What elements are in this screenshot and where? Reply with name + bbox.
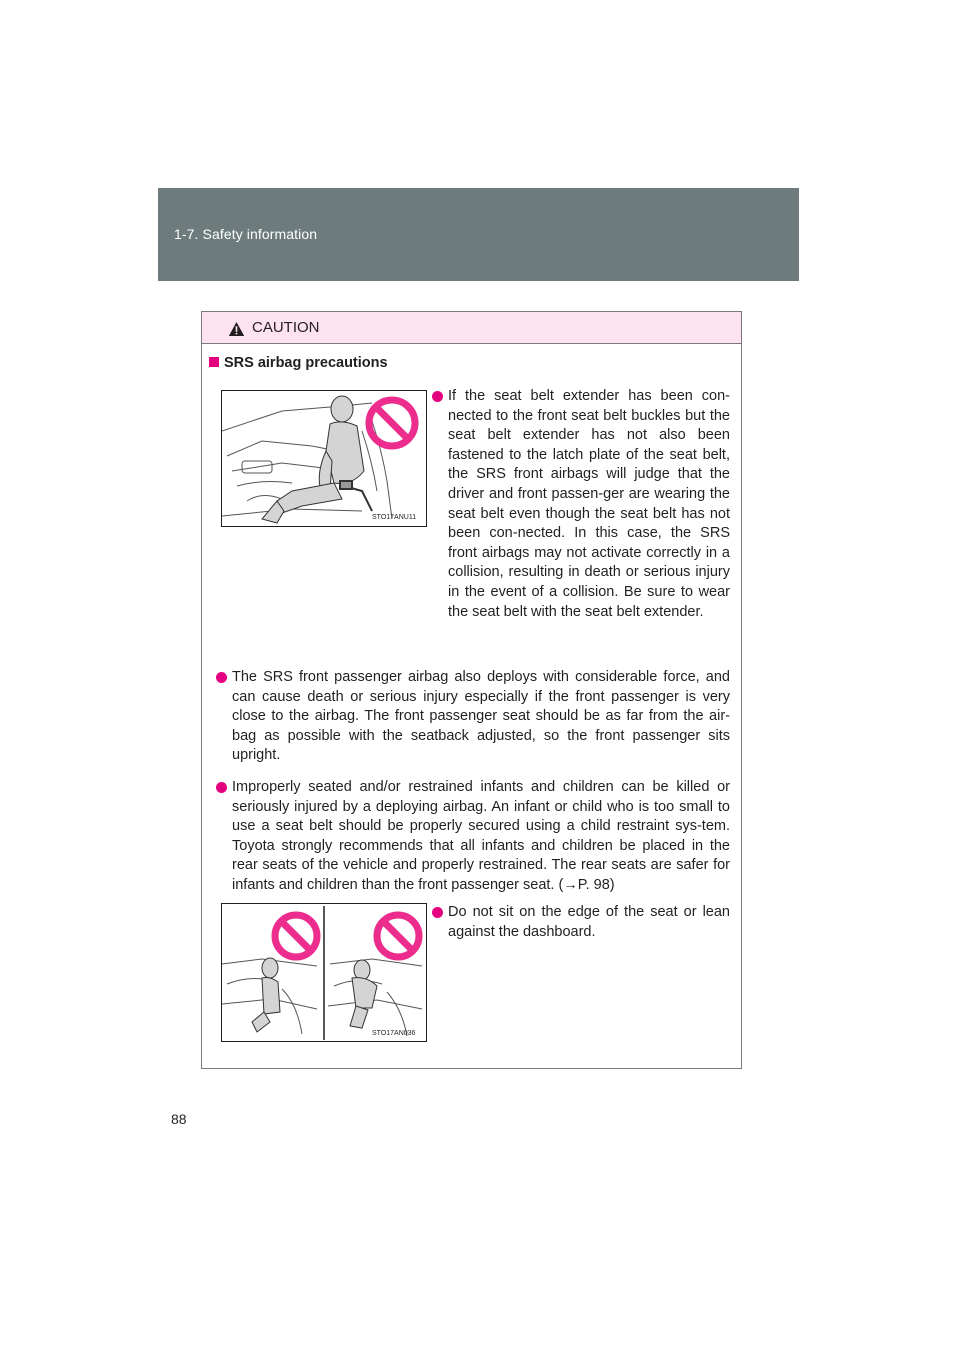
figure-seat-belt-extender (221, 390, 427, 527)
bullet-item (448, 387, 730, 622)
bullet-text: Do not sit on the edge of the seat or lean against the dashboard. (448, 904, 730, 940)
bullet-item (232, 778, 730, 896)
caution-box (201, 311, 742, 1069)
caution-header (202, 312, 741, 344)
prohibited-icon (364, 395, 420, 451)
bullet-item (448, 903, 730, 942)
bullet-text: If the seat belt extender has been con-nected to the front seat belt buckles but the seat belt extender has not also been fastened to the latch plate of the seat belt, the SRS front airbags will judge that the driver and front passen-ger are wearing the seat belt even though the seat belt has not been con-nected. In this case, the SRS front airbags may not activate correctly in a collision, resulting in death or serious injury in the event of a collision. Be sure to wear the seat belt with the seat belt extender. (448, 388, 730, 620)
figure-seat-edge-dashboard (221, 903, 427, 1042)
warning-icon (228, 321, 245, 337)
caution-title: CAUTION (252, 319, 320, 336)
bullet-text: The SRS front passenger airbag also deploys with considerable force, and can cause death or serious injury especially if the front passenger is very close to the airbag. The front passenger seat should be as far from the air-bag as possible with the seatback adjusted, so the front passenger sits upright. (232, 669, 730, 764)
bullet-item (232, 668, 730, 766)
bullet-dot-icon (216, 782, 227, 793)
prohibited-icon (270, 910, 322, 962)
prohibited-icon (372, 910, 424, 962)
square-bullet-icon (209, 357, 219, 367)
figure-code: STO17AN036 (372, 1030, 416, 1037)
section-title: 1-7. Safety information (174, 226, 318, 242)
bullet-dot-icon (432, 391, 443, 402)
bullet-dot-icon (216, 672, 227, 683)
page-number: 88 (171, 1111, 187, 1127)
section-heading (209, 355, 388, 371)
bullet-dot-icon (432, 907, 443, 918)
bullet-text: Improperly seated and/or restrained infants and children can be killed or seriously injured by a deploying airbag. An infant or child who is too small to use a seat belt should be properly secured using a child restraint sys-tem. Toyota strongly recommends that all infants and children be placed in the rear seats of the vehicle and properly restrained. The rear seats are safer for infants and children than the front passenger seat. (→P. 98) (232, 779, 730, 893)
figure-code: STO17ANU11 (372, 514, 417, 521)
section-heading-text: SRS airbag precautions (224, 355, 388, 371)
